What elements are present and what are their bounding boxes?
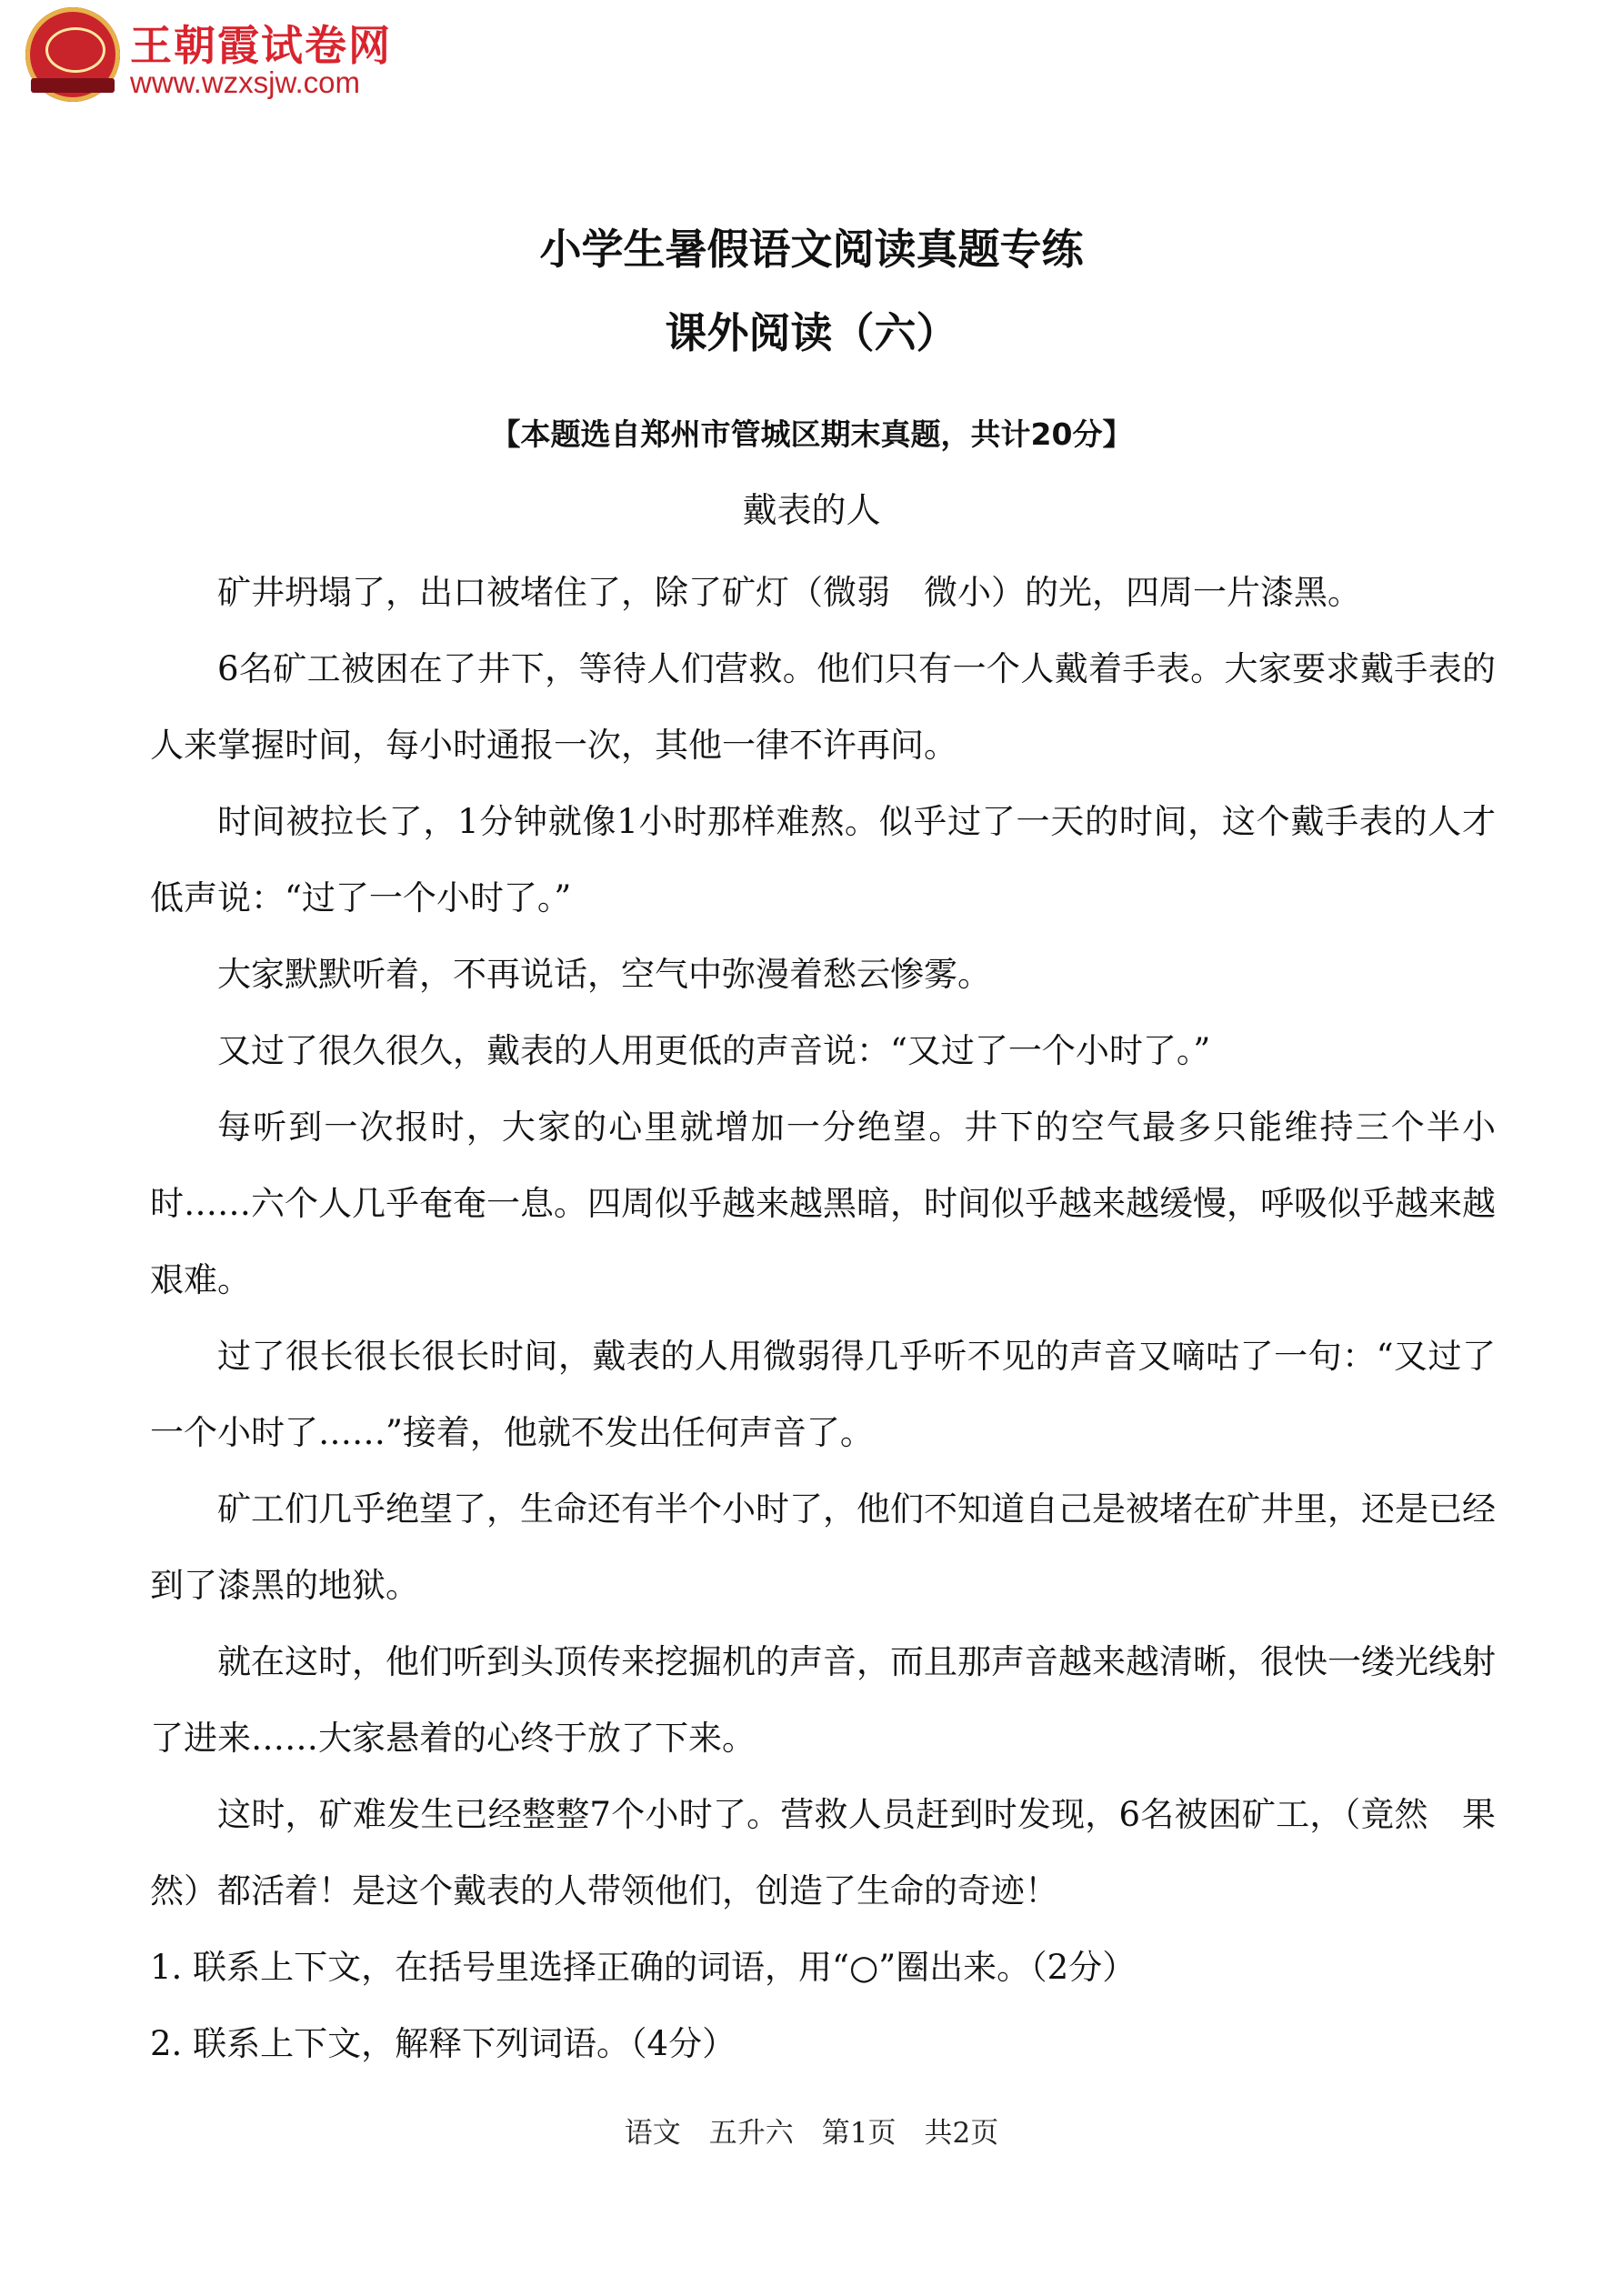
- seal-logo-icon: [25, 7, 120, 102]
- paragraph: 矿工们几乎绝望了，生命还有半个小时了，他们不知道自己是被堵在矿井里，还是已经到了漆黑的地狱。: [150, 1489, 1496, 1605]
- page-subtitle: 课外阅读（六）: [665, 308, 958, 357]
- question-1: 1. 联系上下文，在括号里选择正确的词语，用“○”圈出来。（2分）: [150, 1948, 1137, 1987]
- paragraph: 6名矿工被困在了井下，等待人们营救。他们只有一个人戴着手表。大家要求戴手表的人来掌握时间，每小时通报一次，其他一律不许再问。: [150, 649, 1496, 765]
- paragraph: 这时，矿难发生已经整整7个小时了。营救人员赶到时发现，6名被困矿工，（竟然 果然）都活着！是这个戴表的人带领他们，创造了生命的奇迹！: [150, 1795, 1496, 1910]
- question-2: 2. 联系上下文，解释下列词语。（4分）: [150, 2024, 736, 2063]
- paragraph: 每听到一次报时，大家的心里就增加一分绝望。井下的空气最多只能维持三个半小时……六个人几乎奄奄一息。四周似乎越来越黑暗，时间似乎越来越缓慢，呼吸似乎越来越艰难。: [150, 1108, 1496, 1299]
- article-body: [150, 555, 1496, 2082]
- brand-url: www.wzxsjw.com: [130, 65, 361, 99]
- paragraph: 时间被拉长了，1分钟就像1小时那样难熬。似乎过了一天的时间，这个戴手表的人才低声说：“过了一个小时了。”: [150, 802, 1496, 917]
- page-title: 小学生暑假语文阅读真题专练: [539, 225, 1084, 274]
- brand-name: 王朝霞试卷网: [130, 21, 392, 70]
- paragraph: 矿井坍塌了，出口被堵住了，除了矿灯（微弱 微小）的光，四周一片漆黑。: [217, 573, 1361, 612]
- paragraph: 大家默默听着，不再说话，空气中弥漫着愁云惨雾。: [217, 955, 991, 994]
- source-note: 【本题选自郑州市管城区期末真题，共计20分】: [490, 416, 1133, 452]
- paragraph: 过了很长很长很长时间，戴表的人用微弱得几乎听不见的声音又嘀咕了一句：“又过了一个小时了……”接着，他就不发出任何声音了。: [150, 1337, 1496, 1452]
- site-logo: [25, 7, 416, 107]
- page-footer: 语文 五升六 第1页 共2页: [624, 2117, 999, 2150]
- article-title: 戴表的人: [742, 490, 881, 530]
- paragraph: 就在这时，他们听到头顶传来挖掘机的声音，而且那声音越来越清晰，很快一缕光线射了进来……大家悬着的心终于放了下来。: [150, 1642, 1496, 1758]
- paragraph: 又过了很久很久，戴表的人用更低的声音说：“又过了一个小时了。”: [217, 1031, 1211, 1070]
